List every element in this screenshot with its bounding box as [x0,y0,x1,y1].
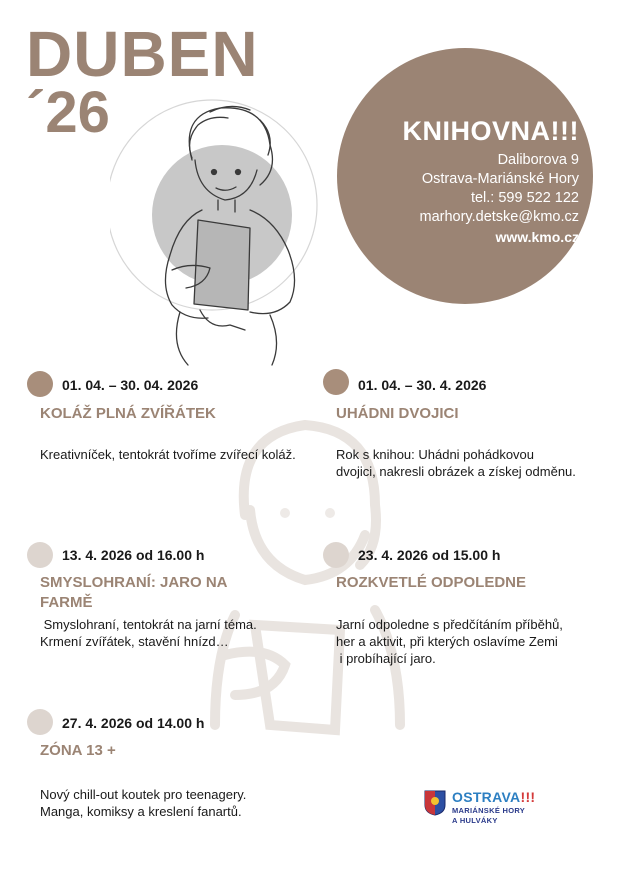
event-description: Kreativníček, tentokrát tvoříme zvířecí koláž. [40,447,296,462]
ostrava-logo-sub1: MARIÁNSKÉ HORY [452,806,526,815]
event-bullet [323,542,349,568]
event-description: Rok s knihou: Uhádni pohádkovou dvojici, nakresli obrázek a získej odměnu. [336,447,576,479]
ostrava-logo-text [452,789,535,805]
event-title: KOLÁŽ PLNÁ ZVÍŘÁTEK [40,405,216,422]
event-bullet [323,369,349,395]
event-title: ROZKVETLÉ ODPOLEDNE [336,574,527,591]
event-description-line1: Jarní odpoledne s předčítáním příběhů, [336,617,563,632]
library-name: KNIHOVNA!!! [402,116,579,146]
ostrava-logo-sub2: A HULVÁKY [452,816,498,825]
library-website[interactable]: www.kmo.cz [495,229,579,245]
event-date: 23. 4. 2026 od 15.00 h [358,547,501,563]
event-description-line2: Manga, komiksy a kreslení fanartů. [40,804,242,819]
event-title: UHÁDNI DVOJICI [336,405,459,422]
event-date: 27. 4. 2026 od 14.00 h [62,715,205,731]
event-title-line2: FARMĚ [40,594,93,611]
library-street: Daliborova 9 [497,152,579,168]
year-title: ´26 [26,80,110,145]
event-description-line2: her a aktivit, při kterých oslavíme Zemi [336,634,558,649]
library-info-circle [337,48,593,304]
event-title: ZÓNA 13 + [40,742,116,759]
event-description-line3: i probíhající jaro. [336,651,436,666]
ostrava-logo-exclaim: !!! [520,789,536,805]
ostrava-logo-name: OSTRAVA [452,789,521,805]
library-email[interactable]: marhory.detske@kmo.cz [419,209,579,225]
library-phone: tel.: 599 522 122 [470,190,579,206]
event-date: 01. 04. – 30. 04. 2026 [62,377,199,393]
event-description-line1: Smyslohraní, tentokrát na jarní téma. [40,617,257,632]
event-title-line1: SMYSLOHRANÍ: JARO NA [40,574,228,591]
library-city: Ostrava-Mariánské Hory [421,171,579,187]
event-date: 13. 4. 2026 od 16.00 h [62,547,205,563]
girl-reading-illustration [110,80,340,370]
event-bullet [27,542,53,568]
event-bullet [27,709,53,735]
event-bullet [27,371,53,397]
event-date: 01. 04. – 30. 4. 2026 [358,377,487,393]
ostrava-coat-of-arms-icon [424,790,446,816]
event-description-line1: Nový chill-out koutek pro teenagery. [40,787,247,802]
month-title: DUBEN [26,18,259,90]
event-description-line2: Krmení zvířátek, stavění hnízd… [40,634,229,649]
